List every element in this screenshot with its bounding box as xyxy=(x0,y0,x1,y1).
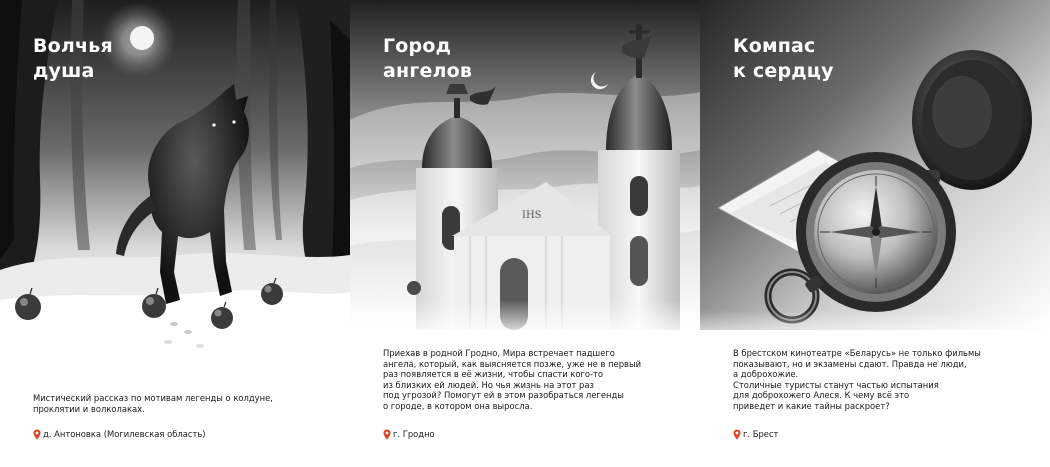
story-title[interactable]: Город ангелов xyxy=(383,35,473,82)
location-label: г. Гродно xyxy=(393,429,435,439)
story-card-wolf-soul[interactable] xyxy=(0,0,350,467)
story-description: Приехав в родной Гродно, Мира встречает падшего ангела, который, как выясняется позже, уже не в первый раз появляется в её жизни, чтобы спасти кого-то из близких ей людей. Но чья жизнь на этот раз под угрозой? Помогут ей в этом разобраться легенды о городе, в котором она выросла. xyxy=(383,348,642,411)
story-description: Мистический рассказ по мотивам легенды о колдуне, проклятии и волколаках. xyxy=(33,393,273,414)
story-card-city-of-angels[interactable] xyxy=(350,0,700,467)
story-location xyxy=(33,429,206,440)
story-location xyxy=(383,429,435,440)
story-card-compass-to-heart[interactable] xyxy=(700,0,1050,467)
story-location xyxy=(733,429,778,440)
story-title[interactable]: Волчья душа xyxy=(33,35,113,82)
location-pin-icon xyxy=(733,429,741,440)
location-pin-icon xyxy=(383,429,391,440)
story-description: В брестском кинотеатре «Беларусь» не только фильмы показывают, но и экзамены сдают. Правда не люди, а доброхожие. Столичные туристы станут частью испытания для доброхожего Алеся. К чему всё это приведет и какие тайны раскроет? xyxy=(733,348,981,411)
location-label: г. Брест xyxy=(743,429,779,439)
svg-text:IHS: IHS xyxy=(522,210,542,221)
location-pin-icon xyxy=(33,429,41,440)
story-title[interactable]: Компас к сердцу xyxy=(733,35,834,82)
location-label: д. Антоновка (Могилевская область) xyxy=(43,429,206,439)
